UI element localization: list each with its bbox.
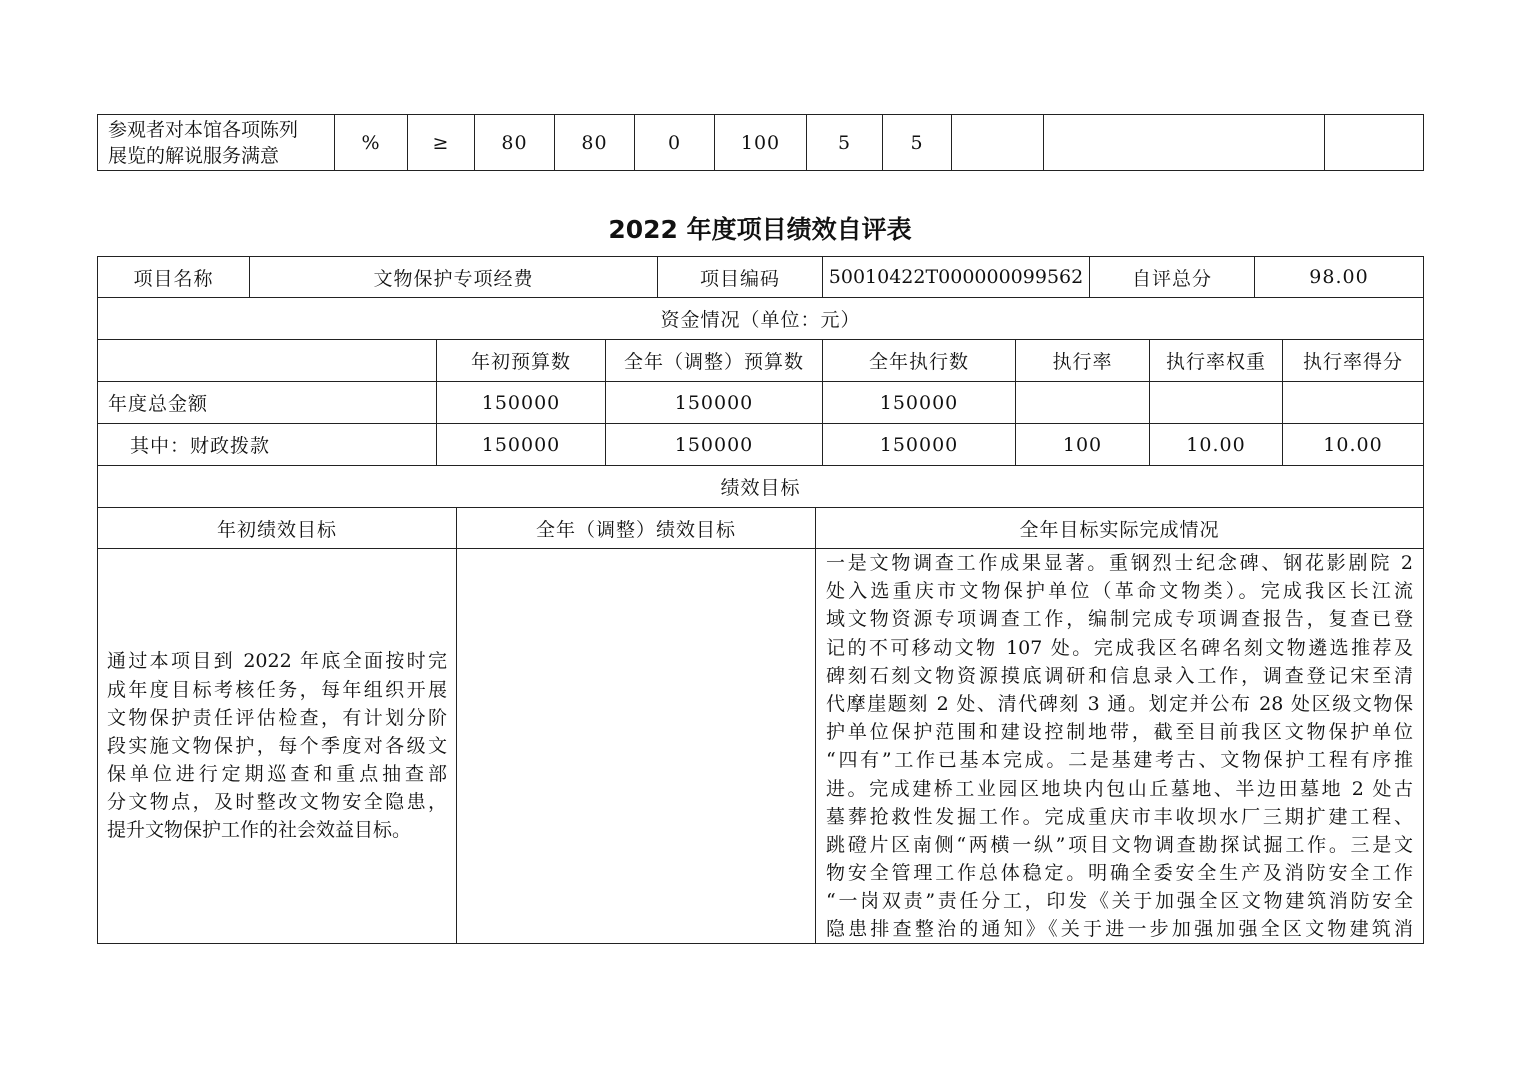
score-label: 自评总分 — [1089, 256, 1255, 298]
project-code: 50010422T000000099562 — [822, 256, 1090, 298]
funds-cell — [1015, 381, 1150, 424]
funds-cell — [1282, 381, 1424, 424]
funds-cell: 150000 — [605, 381, 823, 424]
indicator-cell — [97, 114, 335, 171]
score-value: 98.00 — [1254, 256, 1424, 298]
initial-goal-cell — [97, 548, 457, 944]
project-name-label: 项目名称 — [97, 256, 250, 298]
funds-col-header: 执行率权重 — [1149, 339, 1283, 382]
funds-cell: 10.00 — [1149, 423, 1283, 466]
text-line: 段实施文物保护，每个季度对各级文 — [107, 734, 447, 757]
text-line: 物安全管理工作总体稳定。明确全委安全生产及消防安全工作 — [826, 862, 1413, 885]
value-cell: 100 — [714, 114, 807, 171]
value-cell — [1043, 114, 1325, 171]
funds-cell: 150000 — [822, 423, 1016, 466]
text-line: 隐患排查整治的通知》《关于进一步加强加强全区文物建筑消 — [826, 918, 1413, 941]
adjusted-goal-cell — [456, 548, 816, 944]
funds-cell: 150000 — [605, 423, 823, 466]
text-line: 通过本项目到 2022 年底全面按时完 — [107, 650, 447, 673]
value-cell — [1324, 114, 1424, 171]
funds-cell — [1149, 381, 1283, 424]
initial-goal-text — [107, 647, 447, 844]
text-line: 成年度目标考核任务，每年组织开展 — [107, 678, 447, 701]
funds-col-header — [97, 339, 437, 382]
text-line: 跳磴片区南侧“两横一纵”项目文物调查勘探试掘工作。三是文 — [826, 833, 1413, 856]
unit-cell: % — [334, 114, 408, 171]
funds-col-header: 执行率 — [1015, 339, 1150, 382]
funds-col-header: 全年执行数 — [822, 339, 1016, 382]
funds-col-header: 全年（调整）预算数 — [605, 339, 823, 382]
indicator-line: 参观者对本馆各项陈列 — [108, 119, 299, 141]
text-line: 护单位保护范围和建设控制地带，截至目前我区文物保护单位 — [826, 721, 1413, 744]
text-line: 提升文物保护工作的社会效益目标。 — [107, 819, 412, 842]
value-cell: 80 — [554, 114, 635, 171]
funds-col-header: 年初预算数 — [436, 339, 606, 382]
funds-cell: 150000 — [822, 381, 1016, 424]
value-cell: 5 — [806, 114, 883, 171]
text-line: 代摩崖题刻 2 处、清代碑刻 3 通。划定并公布 28 处区级文物保 — [826, 692, 1413, 715]
goals-col-header: 年初绩效目标 — [97, 507, 457, 549]
funds-row-label: 其中：财政拨款 — [97, 423, 437, 466]
text-line: 进。完成建桥工业园区地块内包山丘墓地、半边田墓地 2 处古 — [826, 777, 1413, 800]
project-name: 文物保护专项经费 — [249, 256, 658, 298]
project-code-label: 项目编码 — [657, 256, 823, 298]
text-line: 保单位进行定期巡查和重点抽查部 — [107, 763, 447, 786]
text-line: “一岗双责”责任分工，印发《关于加强全区文物建筑消防安全 — [826, 890, 1413, 913]
text-line: “四有”工作已基本完成。二是基建考古、文物保护工程有序推 — [826, 749, 1413, 772]
value-cell: 5 — [882, 114, 952, 171]
funds-cell: 150000 — [436, 381, 606, 424]
value-cell: 0 — [634, 114, 715, 171]
operator-cell: ≥ — [407, 114, 475, 171]
text-line: 处入选重庆市文物保护单位（革命文物类）。完成我区长江流 — [826, 580, 1413, 603]
text-line: 域文物资源专项调查工作，编制完成专项调查报告，复查已登 — [826, 608, 1413, 631]
value-cell — [951, 114, 1044, 171]
goals-header: 绩效目标 — [97, 465, 1424, 508]
text-line: 墓葬抢救性发掘工作。完成重庆市丰收坝水厂三期扩建工程、 — [826, 805, 1413, 828]
actual-completion-cell — [815, 548, 1424, 944]
funds-row-label: 年度总金额 — [97, 381, 437, 424]
text-line: 记的不可移动文物 107 处。完成我区名碑名刻文物遴选推荐及 — [826, 636, 1413, 659]
goals-col-header: 全年（调整）绩效目标 — [456, 507, 816, 549]
funds-col-header: 执行率得分 — [1282, 339, 1424, 382]
text-line: 文物保护责任评估检查，有计划分阶 — [107, 706, 447, 729]
page-title: 2022 年度项目绩效自评表 — [608, 215, 912, 244]
value-cell: 80 — [474, 114, 555, 171]
funds-header: 资金情况（单位：元） — [97, 297, 1424, 340]
goals-col-header: 全年目标实际完成情况 — [815, 507, 1424, 549]
funds-cell: 100 — [1015, 423, 1150, 466]
text-line: 碑刻石刻文物资源摸底调研和信息录入工作，调查登记宋至清 — [826, 664, 1413, 687]
funds-cell: 150000 — [436, 423, 606, 466]
text-line: 一是文物调查工作成果显著。重钢烈士纪念碑、钢花影剧院 2 — [826, 552, 1413, 574]
text-line: 分文物点，及时整改文物安全隐患， — [107, 791, 447, 814]
funds-cell: 10.00 — [1282, 423, 1424, 466]
indicator-line: 展览的解说服务满意 — [108, 145, 280, 167]
